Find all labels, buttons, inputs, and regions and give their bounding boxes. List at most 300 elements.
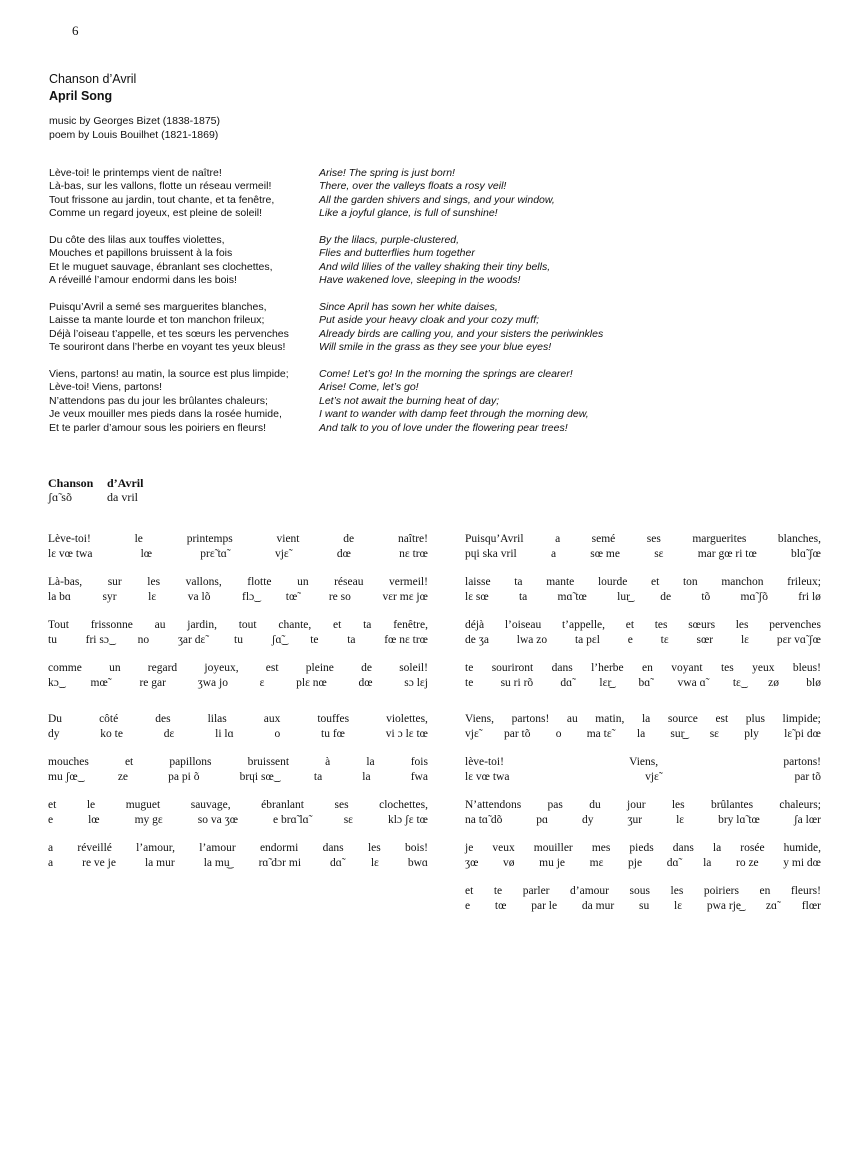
lyric-word: côté <box>99 713 119 725</box>
lyric-word: et <box>124 756 134 768</box>
ipa-syllables: lur͜ <box>617 590 630 603</box>
ipa-syllables: lɛ <box>674 899 683 912</box>
lyric-word: au <box>154 619 166 631</box>
french-poem <box>49 167 314 448</box>
lyric-word: au <box>566 713 578 725</box>
lyric-word: bruissent <box>247 756 290 768</box>
ipa-line-pair <box>465 575 821 618</box>
lyric-word: mouches <box>48 756 89 768</box>
ipa-syllables: sɔ lɛj <box>404 676 428 689</box>
ipa-syllables: lwa zo <box>516 633 548 646</box>
ipa-syllables: dɑ̃ <box>330 856 342 869</box>
lyric-word: réveillé <box>77 842 112 854</box>
ipa-line-pair <box>48 575 428 618</box>
ipa-syllables: mœ̃ <box>90 676 108 689</box>
ipa-syllables: tu <box>48 633 57 646</box>
lyric-word: vallons, <box>185 576 222 588</box>
ipa-syllables: ply <box>744 727 759 740</box>
ipa-syllables: my gɛ <box>134 813 163 826</box>
ipa-syllables: ta pɛl <box>574 633 600 646</box>
english-line: And wild lilies of the valley shaking their tiny bells, <box>319 260 551 273</box>
ipa-syllables: dœ <box>358 676 373 689</box>
ipa-syllables: fwa <box>410 770 428 783</box>
ipa-syllables: la <box>362 770 371 783</box>
lyric-word: dans <box>322 842 344 854</box>
lyric-word: flotte <box>247 576 272 588</box>
ipa-line-pair <box>48 618 428 661</box>
lyric-word: a <box>48 842 54 854</box>
ipa-syllables: re ve je <box>82 856 116 869</box>
ipa-syllables: vɛr mɛ jœ <box>382 590 428 603</box>
ipa-syllables: zø <box>768 676 779 689</box>
ipa-syllables: fœ nɛ trœ <box>384 633 428 646</box>
lyric-word: te <box>465 662 474 674</box>
english-line: I want to wander with damp feet through the morning dew, <box>319 408 589 421</box>
ipa-syllables: pɥi ska vril <box>465 547 517 560</box>
ipa-syllables: sɛ <box>343 813 353 826</box>
ipa-syllables: dœ <box>336 547 351 560</box>
ipa-syllables: pje <box>628 856 643 869</box>
lyric-words-row <box>48 712 428 727</box>
ipa-syllables: dy <box>48 727 60 740</box>
ipa-syllables: mɛ <box>589 856 604 869</box>
lyric-word: est <box>265 662 279 674</box>
french-line: N’attendons pas du jour les brûlantes chaleurs; <box>49 394 268 407</box>
ipa-syllables: plɛ nœ <box>296 676 327 689</box>
ipa-syllables: syr <box>102 590 117 603</box>
lyric-word: du <box>589 799 601 811</box>
lyric-word: le <box>86 799 96 811</box>
french-line: Et le muguet sauvage, ébranlant ses clochettes, <box>49 260 273 273</box>
lyric-words-row <box>465 798 821 813</box>
ipa-syllables: mɑ̃ ʃõ <box>740 590 768 603</box>
french-line: Du côte des lilas aux touffes violettes, <box>49 234 225 247</box>
ipa-syllables: kɔ͜ <box>48 676 59 689</box>
ipa-title-word: Chanson <box>48 476 94 490</box>
ipa-transcription-row <box>48 727 428 742</box>
ipa-syllables: sɛ <box>709 727 719 740</box>
lyric-word: et <box>465 885 474 897</box>
lyric-word: vermeil! <box>389 576 428 588</box>
ipa-syllables: la mu͜ <box>203 856 230 869</box>
lyric-word: vient <box>276 533 300 545</box>
english-line: Arise! Come, let’s go! <box>319 381 419 394</box>
french-line: A réveillé l’amour endormi dans les bois! <box>49 274 237 287</box>
ipa-syllables: li lɑ <box>215 727 234 740</box>
lyric-word: tes <box>720 662 734 674</box>
ipa-syllables: mɑ̃ tœ <box>557 590 587 603</box>
lyric-word: les <box>735 619 749 631</box>
ipa-syllables: la <box>703 856 712 869</box>
ipa-syllables: re gar <box>139 676 166 689</box>
ipa-syllables: ma tɛ̃ <box>586 727 612 740</box>
lyric-word: et <box>651 576 660 588</box>
ipa-syllables: par tõ <box>794 770 821 783</box>
lyric-words-row <box>465 884 821 899</box>
lyric-words-row <box>48 661 428 676</box>
ipa-syllables: de <box>660 590 672 603</box>
ipa-syllables: vwa ɑ̃ <box>677 676 706 689</box>
ipa-syllables: ʃɑ̃͜ <box>271 633 282 646</box>
english-line: Let’s not await the burning heat of day; <box>319 394 500 407</box>
ipa-transcription-row <box>465 676 821 691</box>
lyric-word: Puisqu’Avril <box>465 533 524 545</box>
french-line: Je veux mouiller mes pieds dans la rosée humide, <box>49 408 282 421</box>
ipa-syllables: tœ̃ <box>285 590 298 603</box>
ipa-syllables: rɑ̃ dɔr mi <box>258 856 302 869</box>
ipa-title-words <box>48 476 143 490</box>
lyric-word: limpide; <box>782 713 821 725</box>
title-english: April Song <box>49 89 113 103</box>
ipa-syllables: ko te <box>100 727 123 740</box>
ipa-line-pair <box>48 712 428 755</box>
ipa-syllables: vjɛ̃ <box>274 547 289 560</box>
lyric-word: mes <box>591 842 611 854</box>
lyric-word: sous <box>629 885 650 897</box>
ipa-syllables: lɛ <box>676 813 685 826</box>
lyric-word: les <box>367 842 381 854</box>
ipa-syllables: o <box>274 727 281 740</box>
lyric-word: de <box>361 662 372 674</box>
lyric-word: un <box>297 576 309 588</box>
lyric-word: jour <box>627 799 646 811</box>
ipa-line-pair <box>48 532 428 575</box>
english-translation <box>319 167 619 448</box>
lyric-word: muguet <box>125 799 161 811</box>
lyric-words-row <box>48 532 428 547</box>
ipa-transcription-row <box>465 813 821 828</box>
english-line: And talk to you of love under the flowering pear trees! <box>319 421 568 434</box>
ipa-syllables: la mur <box>144 856 175 869</box>
ipa-line-pair <box>465 618 821 661</box>
lyric-words-row <box>465 575 821 590</box>
english-line: Flies and butterflies hum together <box>319 247 475 260</box>
ipa-title <box>48 476 143 504</box>
lyric-word: tes <box>654 619 668 631</box>
ipa-syllables: par le <box>531 899 558 912</box>
lyric-word: bleus! <box>792 662 821 674</box>
french-stanza <box>49 301 314 355</box>
ipa-syllables: su ri rõ <box>500 676 534 689</box>
lyric-word: ta <box>514 576 523 588</box>
lyric-word: rosée <box>740 842 765 854</box>
ipa-syllables: a <box>48 856 54 869</box>
ipa-syllables: klɔ ʃɛ tœ <box>388 813 428 826</box>
lyric-word: de <box>343 533 355 545</box>
english-line: Already birds are calling you, and your sisters the periwinkles <box>319 327 604 340</box>
ipa-syllables: bwɑ <box>407 856 428 869</box>
lyric-word: les <box>147 576 161 588</box>
ipa-syllables: e <box>465 899 471 912</box>
lyric-word: dans <box>551 662 573 674</box>
english-stanza <box>319 167 619 221</box>
ipa-syllables: la <box>636 727 646 740</box>
ipa-syllables: tɛ͜ <box>732 676 741 689</box>
ipa-syllables: mu je <box>539 856 566 869</box>
ipa-syllables: fri lø <box>798 590 821 603</box>
ipa-syllables: lɛ̃ pi dœ <box>784 727 821 740</box>
ipa-syllables: ɛ <box>259 676 265 689</box>
lyric-word: est <box>715 713 729 725</box>
lyric-word: pieds <box>629 842 654 854</box>
ipa-transcription-row <box>465 547 821 562</box>
ipa-syllables: sœ me <box>590 547 620 560</box>
lyric-word: endormi <box>259 842 299 854</box>
english-line: By the lilacs, purple-clustered, <box>319 234 460 247</box>
ipa-syllables: dɛ <box>163 727 175 740</box>
lyric-word: printemps <box>186 533 233 545</box>
lyric-word: Là-bas, <box>48 576 83 588</box>
english-stanza <box>319 301 619 355</box>
lyric-words-row <box>465 618 821 633</box>
ipa-transcription-row <box>465 590 821 605</box>
ipa-syllables: lɛ sœ <box>465 590 489 603</box>
lyric-word: Lève-toi! <box>48 533 91 545</box>
ipa-syllables: lɛ <box>740 633 750 646</box>
lyric-words-row <box>48 841 428 856</box>
lyric-word: Viens, <box>465 713 495 725</box>
ipa-transcription-row <box>48 547 428 562</box>
ipa-line-pair <box>48 661 428 704</box>
french-stanza <box>49 167 314 221</box>
lyric-word: laisse <box>465 576 491 588</box>
lyric-word: ses <box>334 799 349 811</box>
ipa-syllables: pwa rje͜ <box>706 899 742 912</box>
title-french: Chanson d’Avril <box>49 72 137 86</box>
ipa-syllables: zɑ̃ <box>765 899 777 912</box>
lyric-word: frileux; <box>787 576 821 588</box>
ipa-title-ipa: ʃɑ̃ sõ <box>48 490 72 504</box>
ipa-syllables: ʒar dɛ̃ <box>177 633 206 646</box>
lyric-word: mante <box>546 576 575 588</box>
ipa-syllables: ta <box>313 770 323 783</box>
lyric-words-row <box>465 532 821 547</box>
french-line: Lève-toi! Viens, partons! <box>49 381 163 394</box>
english-line: Come! Let’s go! In the morning the springs are clearer! <box>319 368 573 381</box>
french-line: Te souriront dans l’herbe en voyant tes yeux bleus! <box>49 341 286 354</box>
lyric-word: poiriers <box>703 885 739 897</box>
ipa-syllables: vø <box>503 856 515 869</box>
ipa-syllables: pa pi õ <box>168 770 200 783</box>
ipa-syllables: sɛ <box>654 547 664 560</box>
lyric-word: sur <box>107 576 122 588</box>
ipa-syllables: dɑ̃ <box>666 856 679 869</box>
lyric-word: pas <box>547 799 563 811</box>
ipa-transcription-row <box>465 770 821 785</box>
french-line: Comme un regard joyeux, est pleine de soleil! <box>49 207 263 220</box>
lyric-word: humide, <box>783 842 821 854</box>
french-stanza <box>49 234 314 288</box>
french-stanza <box>49 368 314 435</box>
lyric-word: l’oiseau <box>504 619 542 631</box>
english-stanza <box>319 234 619 288</box>
lyric-word: violettes, <box>386 713 428 725</box>
lyric-word: réseau <box>334 576 364 588</box>
french-line: Mouches et papillons bruissent à la fois <box>49 247 233 260</box>
lyric-word: sœurs <box>688 619 716 631</box>
french-line: Là-bas, sur les vallons, flotte un réseau vermeil! <box>49 180 272 193</box>
ipa-syllables: sur͜ <box>670 727 685 740</box>
lyric-word: voyant <box>671 662 703 674</box>
ipa-line-pair <box>465 841 821 884</box>
lyric-word: papillons <box>169 756 212 768</box>
ipa-syllables: vi ɔ lɛ tœ <box>385 727 428 740</box>
ipa-syllables: tõ <box>701 590 711 603</box>
ipa-transcription-row <box>48 590 428 605</box>
lyric-word: et <box>333 619 342 631</box>
ipa-line-pair <box>48 755 428 798</box>
lyric-word: en <box>642 662 653 674</box>
ipa-syllables: blø <box>806 676 821 689</box>
ipa-title-ipa: da vril <box>107 490 138 504</box>
ipa-title-word: d’Avril <box>107 476 144 490</box>
ipa-syllables: nɛ trœ <box>399 547 428 560</box>
ipa-syllables: e <box>48 813 54 826</box>
english-line: Put aside your heavy cloak and your cozy muff; <box>319 314 540 327</box>
lyric-words-row <box>48 618 428 633</box>
lyric-word: lilas <box>207 713 227 725</box>
lyric-word: naître! <box>397 533 428 545</box>
lyric-word: fleurs! <box>790 885 821 897</box>
lyric-word: la <box>712 842 722 854</box>
lyric-word: sauvage, <box>190 799 231 811</box>
ipa-transcription-row <box>465 856 821 871</box>
lyric-word: un <box>109 662 121 674</box>
lyric-word: source <box>667 713 698 725</box>
french-line: Déjà l’oiseau t’appelle, et tes sœurs les pervenches <box>49 327 289 340</box>
lyric-words-row <box>465 755 821 770</box>
ipa-line-pair <box>465 661 821 704</box>
lyric-word: et <box>48 799 57 811</box>
lyric-word: chante, <box>278 619 312 631</box>
ipa-transcription-row <box>48 770 428 785</box>
ipa-syllables: ro ze <box>735 856 759 869</box>
lyric-word: blanches, <box>777 533 821 545</box>
ipa-syllables: dy <box>582 813 594 826</box>
english-line: All the garden shivers and sings, and your window, <box>319 193 555 206</box>
lyric-word: souriront <box>491 662 534 674</box>
lyric-words-row <box>48 798 428 813</box>
lyric-word: la <box>641 713 651 725</box>
lyric-word: soleil! <box>399 662 428 674</box>
lyric-word: yeux <box>752 662 775 674</box>
french-line: Puisqu’Avril a semé ses marguerites blanches, <box>49 301 267 314</box>
lyric-word: mouiller <box>533 842 573 854</box>
ipa-syllables: tu fœ <box>321 727 345 740</box>
ipa-syllables: lœ <box>88 813 100 826</box>
english-line: Will smile in the grass as they see your blue eyes! <box>319 341 552 354</box>
lyric-word: et <box>625 619 635 631</box>
lyric-word: ta <box>363 619 372 631</box>
lyric-word: pleine <box>305 662 334 674</box>
ipa-syllables: so va ʒœ <box>197 813 239 826</box>
song-title-block <box>49 71 136 105</box>
lyric-word: Du <box>48 713 63 725</box>
ipa-line-pair <box>48 798 428 841</box>
ipa-syllables: par tõ <box>504 727 531 740</box>
english-line: Have wakened love, sleeping in the woods! <box>319 274 521 287</box>
lyric-word: ton <box>682 576 698 588</box>
ipa-syllables: bry lɑ̃ tœ <box>718 813 760 826</box>
ipa-transcription-row <box>48 856 428 871</box>
lyric-word: bois! <box>405 842 428 854</box>
ipa-line-pair <box>465 798 821 841</box>
ipa-syllables: ze <box>117 770 129 783</box>
ipa-column-right <box>465 532 821 927</box>
lyric-word: touffes <box>317 713 350 725</box>
lyric-words-row <box>465 841 821 856</box>
ipa-syllables: dɑ̃ <box>560 676 573 689</box>
ipa-syllables: no <box>137 633 150 646</box>
lyric-word: les <box>670 885 684 897</box>
ipa-line-pair <box>465 755 821 798</box>
ipa-syllables: mar gœ ri tœ <box>697 547 757 560</box>
ipa-transcription-row <box>48 813 428 828</box>
lyric-word: ébranlant <box>261 799 304 811</box>
ipa-syllables: pɑ <box>536 813 549 826</box>
ipa-syllables: prɛ̃ tɑ̃ <box>200 547 227 560</box>
lyric-words-row <box>48 755 428 770</box>
lyric-word: comme <box>48 662 82 674</box>
lyric-word: semé <box>591 533 616 545</box>
ipa-syllables: ʒur <box>627 813 643 826</box>
ipa-syllables: te <box>465 676 474 689</box>
credit-poem: poem by Louis Bouilhet (1821-1869) <box>49 128 219 141</box>
lyric-word: lève-toi! <box>465 756 504 768</box>
lyric-word: te <box>493 885 503 897</box>
ipa-syllables: fri sɔ͜ <box>85 633 109 646</box>
lyric-word: l’amour, <box>136 842 175 854</box>
lyric-word: d’amour <box>570 885 610 897</box>
ipa-syllables: tu <box>234 633 243 646</box>
ipa-syllables: e <box>627 633 633 646</box>
lyric-word: en <box>759 885 771 897</box>
english-stanza <box>319 368 619 435</box>
lyric-word: a <box>555 533 561 545</box>
lyric-word: frissonne <box>90 619 133 631</box>
french-line: Laisse ta mante lourde et ton manchon frileux; <box>49 314 265 327</box>
ipa-line-pair <box>465 884 821 927</box>
ipa-syllables: de ʒa <box>465 633 489 646</box>
ipa-column-left <box>48 532 428 884</box>
lyric-word: fenêtre, <box>393 619 428 631</box>
ipa-syllables: re so <box>328 590 351 603</box>
lyric-word: t’appelle, <box>561 619 606 631</box>
page-number: 6 <box>72 23 79 38</box>
ipa-syllables: la bɑ <box>48 590 71 603</box>
lyric-words-row <box>465 712 821 727</box>
lyric-word: des <box>155 713 171 725</box>
lyric-word: marguerites <box>692 533 747 545</box>
ipa-syllables: mu ʃœ͜ <box>48 770 78 783</box>
lyric-word: parler <box>522 885 550 897</box>
ipa-transcription-row <box>465 633 821 648</box>
french-line: Viens, partons! au matin, la source est plus limpide; <box>49 368 289 381</box>
lyric-word: regard <box>147 662 178 674</box>
lyric-word: déjà <box>465 619 485 631</box>
ipa-syllables: flɔ͜ <box>242 590 255 603</box>
ipa-line-pair <box>465 712 821 755</box>
ipa-transcription-row <box>48 633 428 648</box>
lyric-word: joyeux, <box>204 662 239 674</box>
lyric-word: les <box>671 799 685 811</box>
lyric-word: l’herbe <box>591 662 624 674</box>
lyric-word: l’amour <box>199 842 236 854</box>
ipa-syllables: te <box>310 633 319 646</box>
ipa-syllables: ʒœ <box>465 856 479 869</box>
ipa-syllables: ta <box>347 633 356 646</box>
english-line: There, over the valleys floats a rosy veil! <box>319 180 507 193</box>
